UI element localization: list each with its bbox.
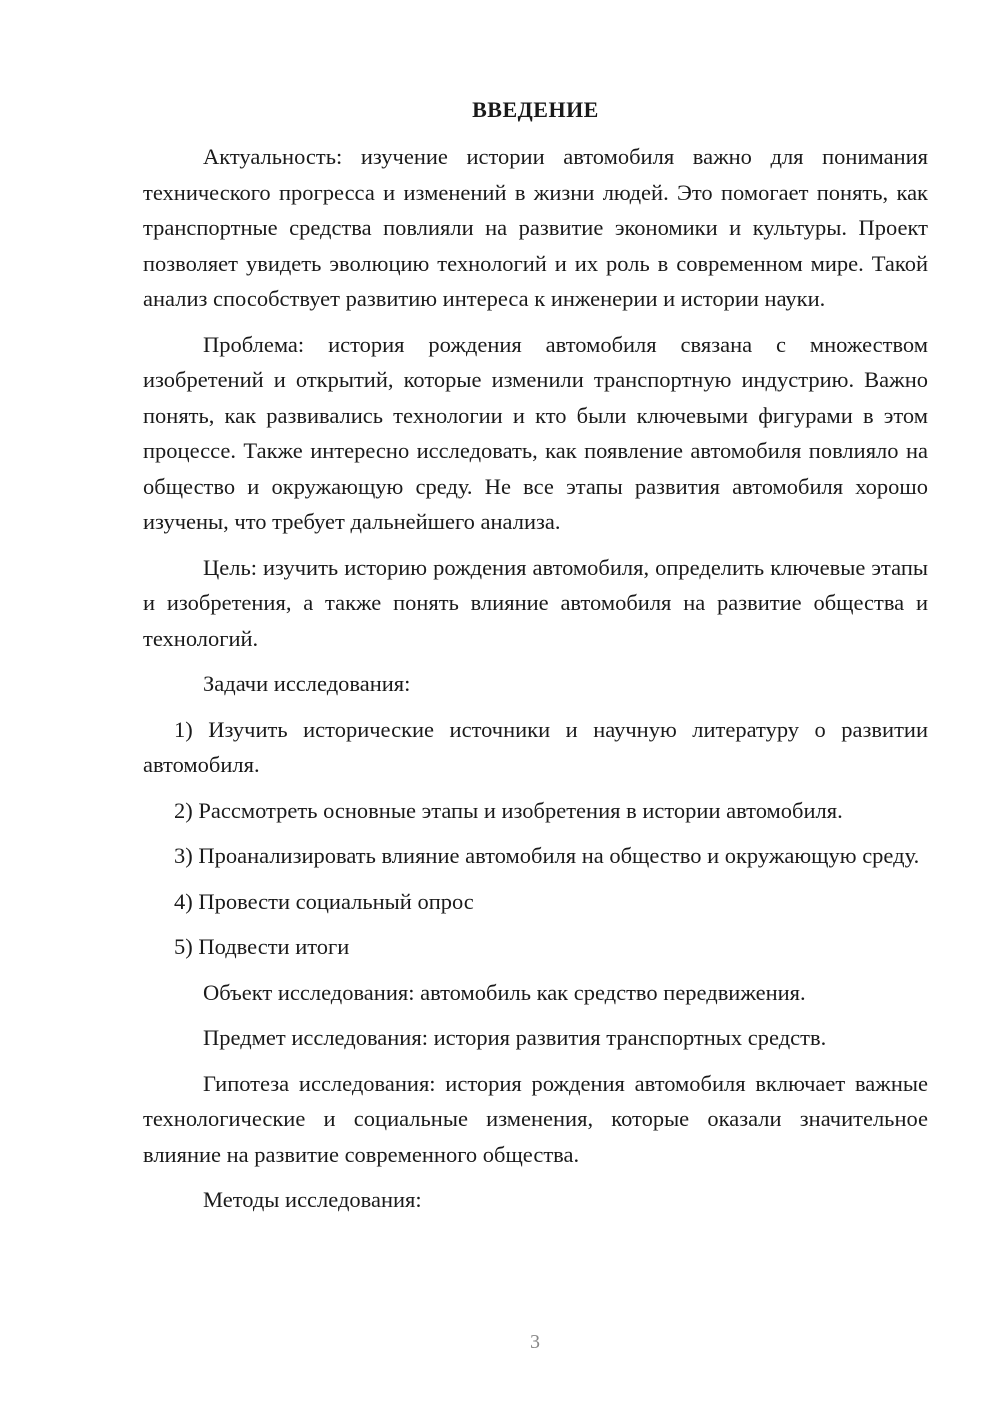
methods-heading: Методы исследования:	[203, 1187, 422, 1212]
list-item: 3) Проанализировать влияние автомобиля на общество и окружающую среду.	[174, 843, 920, 868]
relevance-paragraph: Актуальность: изучение истории автомобиля важно для понимания технического прогресса и изменений в жизни людей. Это помогает понять, как транспортные средства повлияли на развитие экономики и культуры. Проект позволяет увидеть эволюцию технологий и их роль в современном мире. Такой анализ способствует развитию интереса к инженерии и истории науки.	[143, 144, 928, 311]
hypothesis-paragraph: Гипотеза исследования: история рождения автомобиля включает важные технологические и социальные изменения, которые оказали значительное влияние на развитие современного общества.	[143, 1070, 928, 1167]
problem-paragraph: Проблема: история рождения автомобиля связана с множеством изобретений и открытий, которые изменили транспортную индустрию. Важно понять, как развивались технологии и кто были ключевыми фигурами в этом процессе. Также интересно исследовать, как появление автомобиля повлияло на общество и окружающую среду. Не все этапы развития автомобиля хорошо изучены, что требует дальнейшего анализа.	[143, 331, 928, 534]
page-title: ВВЕДЕНИЕ	[472, 97, 599, 122]
list-item: 2) Рассмотреть основные этапы и изобретения в истории автомобиля.	[174, 797, 843, 823]
list-item: 5) Подвести итоги	[174, 934, 350, 959]
subject-paragraph: Предмет исследования: история развития транспортных средств.	[203, 1025, 827, 1050]
list-item: 4) Провести социальный опрос	[174, 888, 474, 914]
object-paragraph: Объект исследования: автомобиль как средство передвижения.	[203, 979, 806, 1005]
document-page	[143, 95, 928, 1228]
tasks-heading: Задачи исследования:	[203, 671, 411, 696]
page-number: 3	[530, 1331, 540, 1353]
list-item: 1) Изучить исторические источники и научную литературу о развитии автомобиля.	[143, 716, 928, 777]
goal-paragraph: Цель: изучить историю рождения автомобиля, определить ключевые этапы и изобретения, а также понять влияние автомобиля на развитие общества и технологий.	[143, 554, 928, 651]
tasks-list	[143, 712, 928, 965]
